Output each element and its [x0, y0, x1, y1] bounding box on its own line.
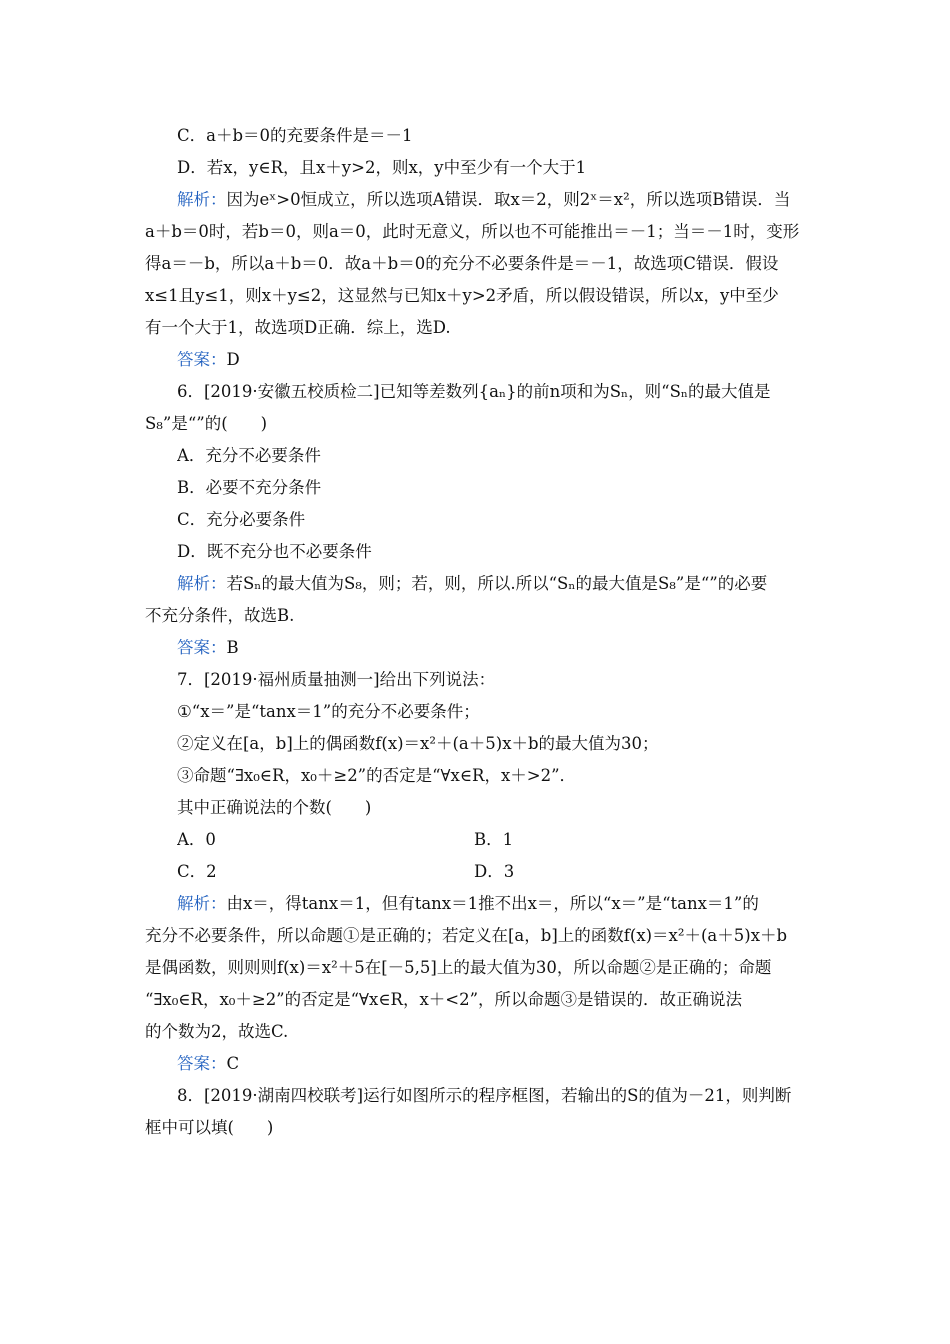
q6-stem-line-1: 6．[2019·安徽五校质检二]已知等差数列{aₙ}的前n项和为Sₙ，则“Sₙ的最大值是 [177, 382, 771, 401]
q7-option-c: C．2 [177, 862, 217, 881]
q7-item-3: ③命题“∃x₀∈R，x₀＋≥2”的否定是“∀x∈R，x＋>2”． [177, 766, 577, 785]
q8-stem-line-2: 框中可以填( ) [145, 1118, 274, 1137]
q5-option-d: D．若x，y∈R，且x＋y>2，则x，y中至少有一个大于1 [177, 158, 587, 177]
q7-option-a: A．0 [177, 830, 216, 849]
q7-item-1: ①“x＝”是“tanx＝1”的充分不必要条件； [177, 702, 480, 721]
answer-label: 答案： [177, 350, 227, 369]
q7-item-2: ②定义在[a，b]上的偶函数f(x)＝x²＋(a＋5)x＋b的最大值为30； [177, 734, 659, 753]
q7-stem: 7．[2019·福州质量抽测一]给出下列说法： [177, 670, 496, 689]
q7-analysis-line-2: 充分不必要条件，所以命题①是正确的；若定义在[a，b]上的函数f(x)＝x²＋(a＋5)x＋b [145, 926, 788, 945]
q6-option-b: B．必要不充分条件 [177, 478, 322, 497]
q7-answer: 答案：C [177, 1054, 240, 1073]
q7-option-d: D．3 [474, 862, 515, 881]
q7-question: 其中正确说法的个数( ) [177, 798, 372, 817]
q6-analysis-line-1: 解析：若Sₙ的最大值为S₈，则；若，则，所以.所以“Sₙ的最大值是S₈”是“”的必要 [177, 574, 768, 593]
q5-answer: 答案：D [177, 350, 240, 369]
q6-answer: 答案：B [177, 638, 239, 657]
analysis-label: 解析： [177, 190, 227, 209]
answer-label: 答案： [177, 1054, 227, 1073]
answer-label: 答案： [177, 638, 227, 657]
q7-analysis-line-4: “∃x₀∈R，x₀＋≥2”的否定是“∀x∈R，x＋<2”，所以命题③是错误的．故正确说法 [145, 990, 743, 1009]
q7-option-b: B．1 [474, 830, 514, 849]
q6-option-c: C．充分必要条件 [177, 510, 306, 529]
q5-analysis-line-4: x≤1且y≤1，则x＋y≤2，这显然与已知x＋y>2矛盾，所以假设错误，所以x，y中至少 [145, 286, 779, 305]
q7-analysis-line-1: 解析：由x＝，得tanx＝1，但有tanx＝1推不出x＝，所以“x＝”是“tanx＝1”的 [177, 894, 759, 913]
q7-analysis-line-5: 的个数为2，故选C. [145, 1022, 289, 1041]
q5-analysis-line-1: 解析：因为eˣ>0恒成立，所以选项A错误．取x＝2，则2ˣ＝x²，所以选项B错误．当 [177, 190, 791, 209]
q5-analysis-line-2: a＋b＝0时，若b＝0，则a＝0，此时无意义，所以也不可能推出＝－1；当＝－1时，变形 [145, 222, 800, 241]
q7-analysis-line-3: 是偶函数，则则则f(x)＝x²＋5在[－5,5]上的最大值为30，所以命题②是正确的；命题 [145, 958, 772, 977]
q5-analysis-line-3: 得a＝－b，所以a＋b＝0．故a＋b＝0的充分不必要条件是＝－1，故选项C错误．假设 [145, 254, 779, 273]
q6-stem-line-2: S₈”是“”的( ) [145, 414, 268, 433]
q6-option-a: A．充分不必要条件 [177, 446, 321, 465]
q5-option-c: C．a＋b＝0的充要条件是＝－1 [177, 126, 413, 145]
analysis-label: 解析： [177, 574, 227, 593]
q6-analysis-line-2: 不充分条件，故选B. [145, 606, 295, 625]
q6-option-d: D．既不充分也不必要条件 [177, 542, 372, 561]
analysis-label: 解析： [177, 894, 227, 913]
q5-analysis-line-5: 有一个大于1，故选项D正确．综上，选D. [145, 318, 451, 337]
q8-stem-line-1: 8．[2019·湖南四校联考]运行如图所示的程序框图，若输出的S的值为－21，则判断 [177, 1086, 792, 1105]
